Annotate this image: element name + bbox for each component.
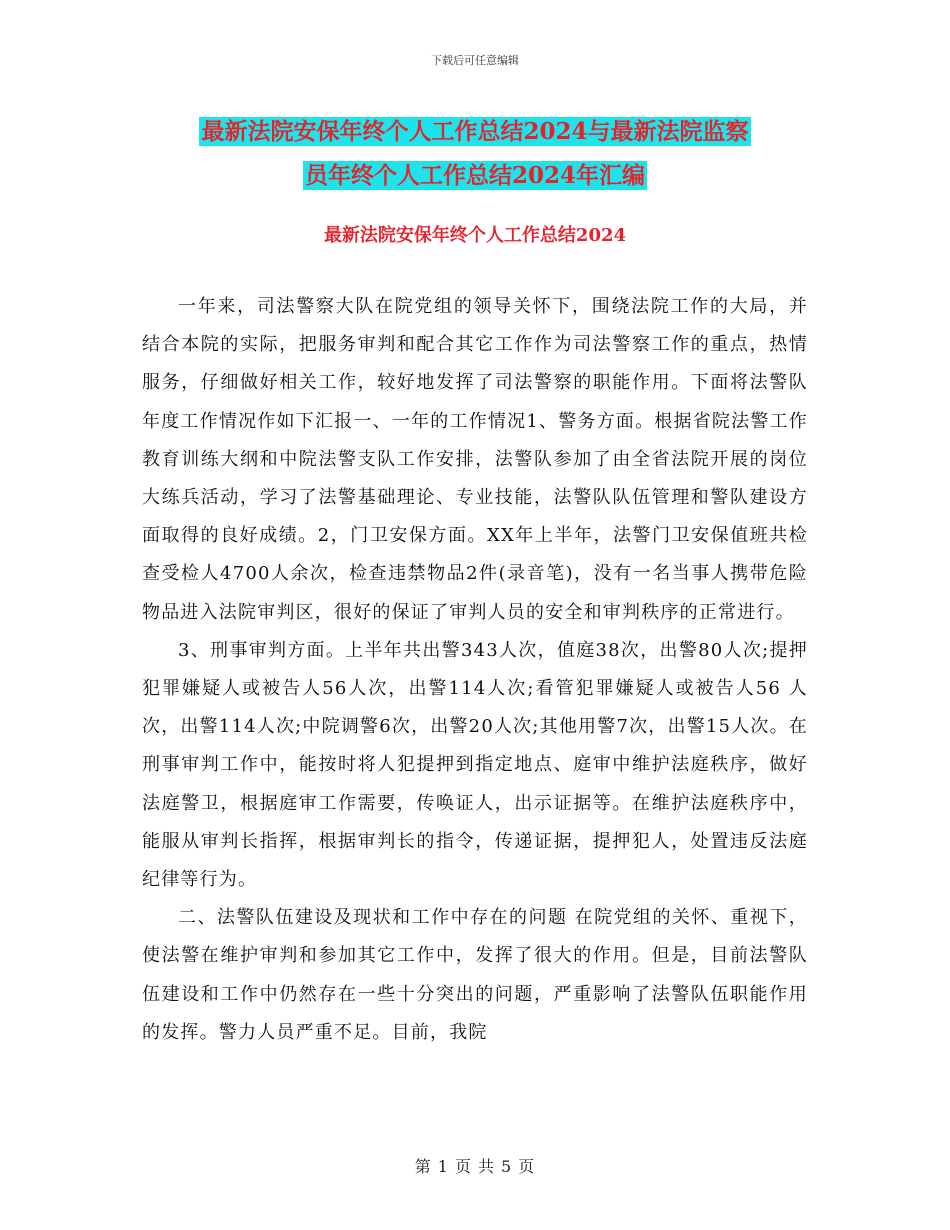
- page-prefix: 第: [414, 1157, 432, 1176]
- section-title: 最新法院安保年终个人工作总结2024: [323, 225, 627, 246]
- paragraph-1: 一年来，司法警察大队在院党组的领导关怀下，围绕法院工作的大局，并结合本院的实际，把服务审判和配合其它工作作为司法警察工作的重点，热情服务，仔细做好相关工作，较好地发挥了司法警察的职能作用。下面将法警队年度工作情况作如下汇报一、一年的工作情况1、警务方面。根据省院法警工作教育训练大纲和中院法警支队工作安排，法警队参加了由全省法院开展的岗位大练兵活动，学习了法警基础理论、专业技能，法警队队伍管理和警队建设方面取得的良好成绩。2，门卫安保方面。XX年上半年，法警门卫安保值班共检查受检人4700人余次，检查违禁物品2件(录音笔)，没有一名当事人携带危险物品进入法院审判区，很好的保证了审判人员的安全和审判秩序的正常进行。: [142, 296, 808, 623]
- document-title-line-1: 最新法院安保年终个人工作总结2024与最新法院监察: [201, 118, 749, 145]
- paragraph-2: 3、刑事审判方面。上半年共出警343人次，值庭38次，出警80人次;提押犯罪嫌疑人或被告人56人次，出警114人次;看管犯罪嫌疑人或被告人56 人次，出警114人次;中院调警6次，出警20人次;其他用警7次，出警15人次。在刑事审判工作中，能按时将人犯提押到指定地点、庭审中维护法庭秩序，做好法庭警卫，根据庭审工作需要，传唤证人，出示证据等。在维护法庭秩序中，能服从审判长指挥，根据审判长的指令，传递证据，提押犯人，处置违反法庭纪律等行为。: [142, 639, 808, 891]
- page-mid: 页 共: [454, 1157, 496, 1176]
- page-header: 下载后可任意编辑: [431, 54, 519, 67]
- document-title-line-2: 员年终个人工作总结2024年汇编: [304, 162, 645, 189]
- paragraph-3: 二、法警队伍建设及现状和工作中存在的问题 在院党组的关怀、重视下，使法警在维护审判和参加其它工作中，发挥了很大的作用。但是，目前法警队伍建设和工作中仍然存在一些十分突出的问题，严重影响了法警队伍职能作用的发挥。警力人员严重不足。目前，我院: [142, 907, 808, 1043]
- document-title: [140, 110, 810, 198]
- page-current: 1: [437, 1157, 449, 1176]
- page-total: 5: [501, 1157, 513, 1176]
- document-body: [142, 288, 808, 1052]
- page-suffix: 页: [518, 1157, 536, 1176]
- page-footer: [0, 1154, 950, 1177]
